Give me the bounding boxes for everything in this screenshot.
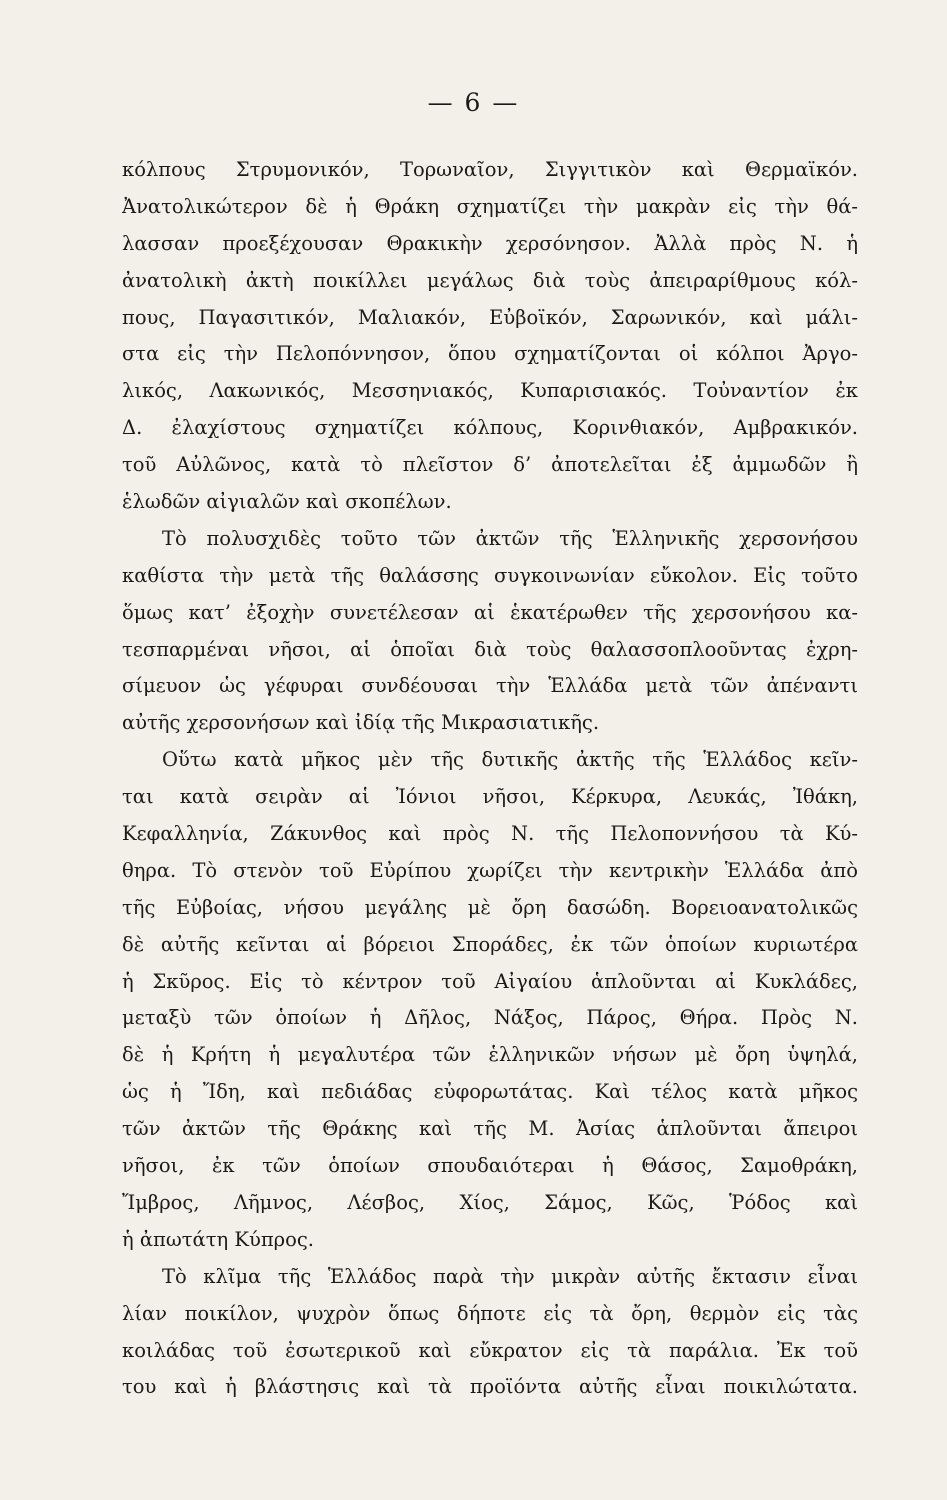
text-line: του καὶ ἡ βλάστησις καὶ τὰ προϊόντα αὐτῆς εἶναι ποικιλώτατα. — [122, 1375, 858, 1399]
text-line: Τὸ κλῖμα τῆς Ἑλλάδος παρὰ τὴν μικρὰν αὐτῆς ἔκτασιν εἶναι — [162, 1264, 858, 1288]
text-line: λικός, Λακωνικός, Μεσσηνιακός, Κυπαρισιακός. Τοὐναντίον ἐκ — [122, 379, 858, 403]
text-line: τεσπαρμέναι νῆσοι, αἱ ὁποῖαι διὰ τοὺς θαλασσοπλοοῦντας ἐχρη- — [122, 637, 858, 661]
text-line: ται κατὰ σειρὰν αἱ Ἰόνιοι νῆσοι, Κέρκυρα, Λευκάς, Ἰθάκη, — [122, 785, 858, 809]
text-line: Οὕτω κατὰ μῆκος μὲν τῆς δυτικῆς ἀκτῆς τῆς Ἑλλάδος κεῖν- — [162, 748, 858, 772]
text-line: Κεφαλληνία, Ζάκυνθος καὶ πρὸς Ν. τῆς Πελοποννήσου τὰ Κύ- — [122, 822, 858, 846]
text-line: δὲ ἡ Κρήτη ἡ μεγαλυτέρα τῶν ἑλληνικῶν νήσων μὲ ὄρη ὑψηλά, — [122, 1043, 858, 1067]
text-line: δὲ αὐτῆς κεῖνται αἱ βόρειοι Σποράδες, ἐκ τῶν ὁποίων κυριωτέρα — [122, 932, 858, 956]
text-line: ἀνατολικὴ ἀκτὴ ποικίλλει μεγάλως διὰ τοὺς ἀπειραρίθμους κόλ- — [122, 268, 858, 292]
text-line: κόλπους Στρυμονικόν, Τορωναῖον, Σιγγιτικὸν καὶ Θερμαϊκόν. — [122, 158, 858, 181]
text-line: Τὸ πολυσχιδὲς τοῦτο τῶν ἀκτῶν τῆς Ἑλληνικῆς χερσονήσου — [162, 526, 858, 550]
text-line: ἡ ἀπωτάτη Κύπρος. — [122, 1227, 314, 1251]
text-line: τοῦ Αὐλῶνος, κατὰ τὸ πλεῖστον δ’ ἀποτελεῖται ἐξ ἀμμωδῶν ἢ — [122, 453, 858, 477]
text-line: τῆς Εὐβοίας, νήσου μεγάλης μὲ ὄρη δασώδη. Βορειοανατολικῶς — [122, 895, 858, 919]
text-line: ὅμως κατ’ ἐξοχὴν συνετέλεσαν αἱ ἑκατέρωθεν τῆς χερσονήσου κα- — [122, 600, 858, 624]
text-line: θηρα. Τὸ στενὸν τοῦ Εὐρίπου χωρίζει τὴν κεντρικὴν Ἑλλάδα ἀπὸ — [122, 858, 858, 882]
text-line: λίαν ποικίλον, ψυχρὸν ὅπως δήποτε εἰς τὰ ὄρη, θερμὸν εἰς τὰς — [122, 1301, 858, 1325]
text-line: λασσαν προεξέχουσαν Θρακικὴν χερσόνησον. Ἀλλὰ πρὸς Ν. ἡ — [122, 231, 858, 255]
page-number: — 6 — — [427, 88, 520, 117]
text-line: Ἴμβρος, Λῆμνος, Λέσβος, Χίος, Σάμος, Κῶς, Ῥόδος καὶ — [122, 1190, 858, 1214]
text-line: ἑλωδῶν αἰγιαλῶν καὶ σκοπέλων. — [122, 490, 452, 514]
text-line: αὐτῆς χερσονήσων καὶ ἰδίᾳ τῆς Μικρασιατικῆς. — [122, 711, 600, 735]
text-line: Δ. ἐλαχίστους σχηματίζει κόλπους, Κορινθιακόν, Αμβρακικόν. — [122, 416, 858, 440]
text-line: σίμευον ὡς γέφυραι συνδέουσαι τὴν Ἑλλάδα μετὰ τῶν ἀπέναντι — [122, 674, 858, 698]
text-line: ὡς ἡ Ἴδη, καὶ πεδιάδας εὐφορωτάτας. Καὶ τέλος κατὰ μῆκος — [122, 1080, 858, 1104]
text-line: νῆσοι, ἐκ τῶν ὁποίων σπουδαιότεραι ἡ Θάσος, Σαμοθράκη, — [122, 1154, 858, 1178]
text-line: πους, Παγασιτικόν, Μαλιακόν, Εὐβοϊκόν, Σαρωνικόν, καὶ μάλι- — [122, 305, 858, 329]
text-line: ἡ Σκῦρος. Εἰς τὸ κέντρον τοῦ Αἰγαίου ἁπλοῦνται αἱ Κυκλάδες, — [122, 969, 858, 993]
body-text — [122, 152, 858, 1406]
text-line: καθίστα τὴν μετὰ τῆς θαλάσσης συγκοινωνίαν εὔκολον. Εἰς τοῦτο — [122, 563, 858, 587]
text-line: Ἀνατολικώτερον δὲ ἡ Θράκη σχηματίζει τὴν μακρὰν εἰς τὴν θά- — [122, 194, 858, 218]
text-line: στα εἰς τὴν Πελοπόννησον, ὅπου σχηματίζονται οἱ κόλποι Ἀργο- — [122, 342, 858, 366]
text-line: κοιλάδας τοῦ ἐσωτερικοῦ καὶ εὔκρατον εἰς τὰ παράλια. Ἐκ τοῦ — [122, 1338, 858, 1362]
text-line: τῶν ἀκτῶν τῆς Θράκης καὶ τῆς Μ. Ἀσίας ἁπλοῦνται ἄπειροι — [122, 1117, 858, 1141]
text-line: μεταξὺ τῶν ὁποίων ἡ Δῆλος, Νάξος, Πάρος, Θήρα. Πρὸς Ν. — [122, 1006, 858, 1030]
